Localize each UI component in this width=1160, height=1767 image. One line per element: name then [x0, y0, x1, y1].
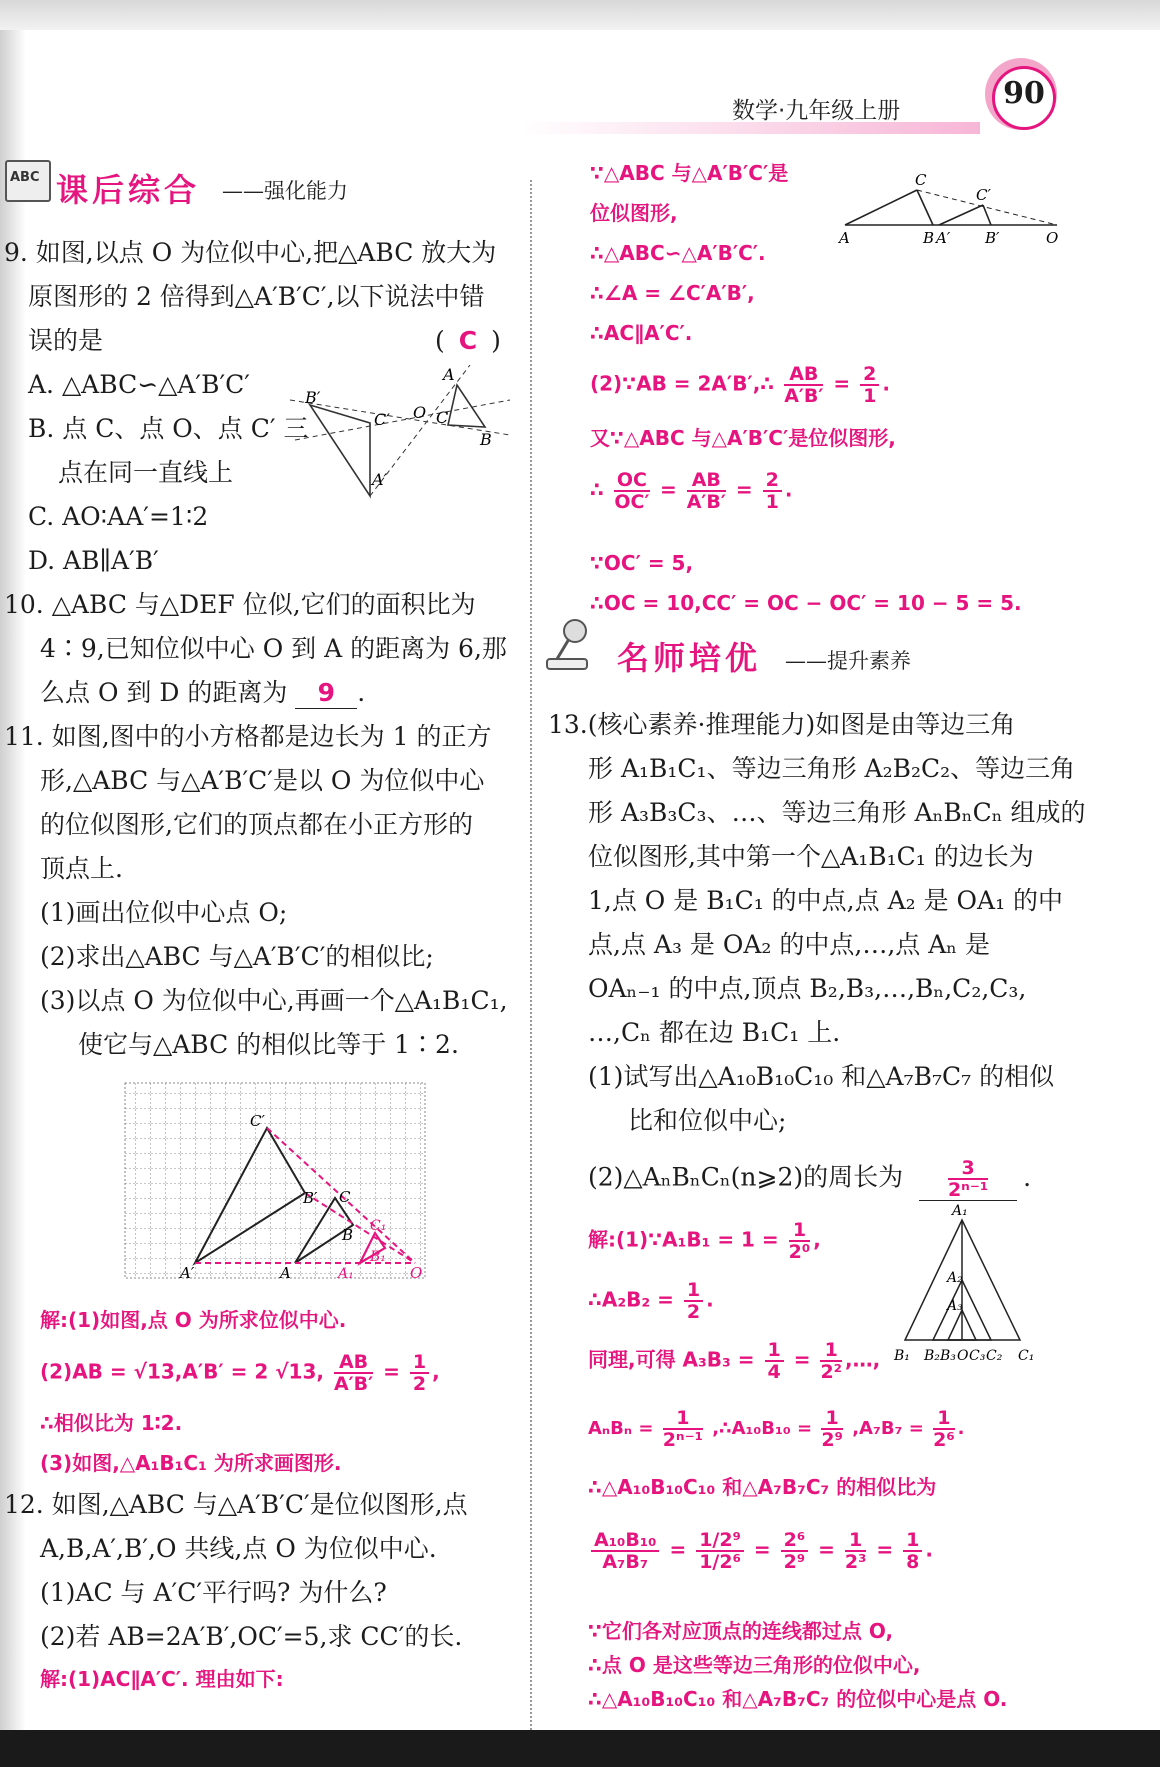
- q12-reason-1: ∵△ABC 与△A′B′C′是: [590, 161, 789, 185]
- q11-solution-4: (3)如图,△A₁B₁C₁ 为所求画图形.: [40, 1451, 342, 1475]
- q11-label-c: C: [339, 1188, 351, 1206]
- q12-reason-7: 又∵△ABC 与△A′B′C′是位似图形,: [590, 426, 896, 450]
- q13-solution-4: AₙBₙ = $\frac{1}{\text{2ⁿ⁻¹}}$ ,∴A₁₀B₁₀ = $\frac{1}{\text{2⁹}}$ ,A₇B₇ = $\frac{1}{\text{2⁶}}$ .: [588, 1407, 965, 1451]
- q12-label-c: C: [915, 171, 927, 189]
- section-banner-2: [545, 615, 945, 685]
- q9-label-c: C: [436, 408, 449, 427]
- column-divider: [530, 180, 532, 1730]
- q9-label-o: O: [413, 403, 427, 422]
- q11-label-b1: B₁: [370, 1249, 386, 1265]
- q13-line5: 1,点 O 是 B₁C₁ 的中点,点 A₂ 是 OA₁ 的中: [588, 886, 1064, 915]
- q11-label-a1: A₁: [338, 1266, 354, 1282]
- q13-line2: 形 A₁B₁C₁、等边三角形 A₂B₂C₂、等边三角: [588, 754, 1076, 783]
- section2-subtitle: ——提升素养: [785, 649, 911, 673]
- q12-label-b1: B′: [985, 229, 1000, 245]
- section2-title: 名师培优: [617, 639, 762, 677]
- q11-label-a1prime: A′: [180, 1264, 195, 1282]
- section1-title: 课后综合: [56, 171, 201, 209]
- q11-label-b1prime: B′: [303, 1189, 318, 1207]
- q12-line1: 12. 如图,△ABC 与△A′B′C′是位似图形,点: [4, 1490, 468, 1519]
- section-banner-1: [0, 155, 380, 215]
- q11-label-a: A: [280, 1264, 291, 1282]
- q12-line2: A,B,A′,B′,O 共线,点 O 为位似中心.: [40, 1534, 437, 1563]
- q13-answer-num: 3: [948, 1158, 988, 1180]
- q11-sub1: (1)画出位似中心点 O;: [40, 898, 288, 927]
- q10-line3: 么点 O 到 D 的距离为 9 .: [40, 678, 366, 707]
- q13-solution-8: ∴点 O 是这些等边三角形的位似中心,: [588, 1653, 921, 1677]
- q9-option-a: A. △ABC∽△A′B′C′: [28, 370, 250, 399]
- q9-label-a: A: [443, 365, 455, 384]
- q13-label-b3: B₃: [940, 1348, 956, 1364]
- q12-reason-5: ∴AC∥A′C′.: [590, 321, 693, 345]
- q11-label-o: O: [410, 1264, 423, 1282]
- q13-line3: 形 A₃B₃C₃、…、等边三角形 AₙBₙCₙ 组成的: [588, 798, 1086, 827]
- q9-triangle-small: [448, 385, 485, 427]
- q12-figure: [835, 155, 1065, 245]
- q12-reason-10: ∴OC = 10,CC′ = OC − OC′ = 10 − 5 = 5.: [590, 591, 1022, 615]
- q10-line1: 10. △ABC 与△DEF 位似,它们的面积比为: [4, 590, 476, 619]
- q11-solution-2: (2)AB = √13,A′B′ = 2 √13, $\frac{AB}{A'B'}$ = $\frac{1}{2}$ ,: [40, 1351, 440, 1395]
- q11-sub3a: (3)以点 O 为位似中心,再画一个△A₁B₁C₁,: [40, 986, 508, 1015]
- q12-reason-3: ∴△ABC∽△A′B′C′.: [590, 241, 766, 265]
- q13-line4: 位似图形,其中第一个△A₁B₁C₁ 的边长为: [588, 842, 1034, 871]
- q13-solution-2: ∴A₂B₂ = $\frac{1}{2}$ .: [588, 1279, 714, 1323]
- q11-sub3b: 使它与△ABC 的相似比等于 1∶2.: [78, 1030, 459, 1059]
- q12-side-ac: [845, 190, 917, 225]
- q13-line7: OAₙ₋₁ 的中点,顶点 B₂,B₃,…,Bₙ,C₂,C₃,: [588, 974, 1027, 1003]
- q11-sub2: (2)求出△ABC 与△A′B′C′的相似比;: [40, 942, 434, 971]
- q12-reason-6: (2)∵AB = 2A′B′,∴ $\frac{AB}{A'B'}$ = $\frac{2}{1}$ .: [590, 363, 890, 407]
- q9-label-b1: B′: [305, 388, 321, 407]
- q9-label-b: B: [480, 430, 492, 449]
- q11-label-c1: C₁: [370, 1218, 387, 1234]
- q13-solution-1: 解:(1)∵A₁B₁ = 1 = $\frac{1}{\text{2⁰}}$ ,: [588, 1219, 821, 1263]
- q11-line4: 顶点上.: [40, 854, 123, 883]
- q9-line3: 误的是: [28, 326, 104, 355]
- q12-reason-2: 位似图形,: [590, 201, 678, 225]
- q9-label-a1: A′: [372, 470, 388, 489]
- q10-line2: 4∶9,已知位似中心 O 到 A 的距离为 6,那: [40, 634, 507, 663]
- q12-label-a1: A′: [936, 229, 951, 245]
- q11-label-b: B: [342, 1226, 354, 1244]
- page-fold-shadow: [0, 30, 26, 1730]
- q13-label-a1: A₁: [952, 1203, 968, 1219]
- q13-line8: …,Cₙ 都在边 B₁C₁ 上.: [588, 1018, 841, 1047]
- q13-label-a3: A₃: [947, 1298, 963, 1314]
- q9-answer-bracket: ( C ): [435, 326, 501, 355]
- q9-line2: 原图形的 2 倍得到△A′B′C′,以下说法中错: [28, 282, 485, 311]
- q12-reason-9: ∵OC′ = 5,: [590, 551, 694, 575]
- q9-figure: [290, 365, 515, 520]
- q12-sub1: (1)AC 与 A′C′平行吗? 为什么?: [40, 1578, 387, 1607]
- q13-solution-7: ∵它们各对应顶点的连线都过点 O,: [588, 1619, 894, 1643]
- q9-option-c: C. AO∶AA′=1∶2: [28, 502, 209, 531]
- q12-label-o: O: [1046, 229, 1059, 245]
- q9-answer: C: [458, 326, 478, 355]
- textbook-page: [0, 30, 1160, 1730]
- q13-label-o: O: [957, 1348, 969, 1364]
- q12-reason-4: ∴∠A = ∠C′A′B′,: [590, 281, 755, 305]
- q9-option-d: D. AB∥A′B′: [28, 546, 159, 575]
- q13-figure: [890, 1200, 1065, 1370]
- q13-sub1b: 比和位似中心;: [628, 1106, 787, 1135]
- q11-grid-figure: [120, 1078, 430, 1288]
- q13-answer-den: 2ⁿ⁻¹: [947, 1179, 989, 1201]
- q11-solution-1: 解:(1)如图,点 O 为所求位似中心.: [40, 1308, 347, 1332]
- q13-line6: 点,点 A₃ 是 OA₂ 的中点,…,点 Aₙ 是: [588, 930, 991, 959]
- q11-solution-3: ∴相似比为 1∶2.: [40, 1411, 183, 1435]
- q13-label-c1: C₁: [1018, 1348, 1035, 1364]
- q10-answer: 9: [295, 678, 357, 709]
- page-number: 90: [1003, 76, 1045, 111]
- q13-solution-6: $\frac{\text{A₁₀B₁₀}}{\text{A₇B₇}}$ = $\frac{\text{1/2⁹}}{\text{1/2⁶}}$ = $\frac{\text{2⁶}}{\text{2⁹}}$ = $\frac{1}{\text{2³}}$ = $\frac{1}{8}$ .: [588, 1530, 933, 1572]
- q12-label-b: B: [923, 229, 935, 245]
- q9-option-b1: B. 点 C、点 O、点 C′ 三: [28, 414, 309, 443]
- viewer-top-edge: [0, 0, 1160, 30]
- q11-line2: 形,△ABC 与△A′B′C′是以 O 为位似中心: [40, 766, 485, 795]
- abc-icon: ABC: [5, 160, 51, 202]
- book-title: 数学·九年级上册: [732, 98, 901, 124]
- q13-solution-3: 同理,可得 A₃B₃ = $\frac{1}{4}$ = $\frac{1}{\text{2²}}$ ,…,: [588, 1339, 881, 1383]
- q9-label-c1: C′: [374, 410, 390, 429]
- q13-label-b2: B₂: [924, 1348, 940, 1364]
- q12-label-a: A: [839, 229, 850, 245]
- q12-reason-8: ∴ $\frac{OC}{OC'}$ = $\frac{AB}{A'B'}$ = $\frac{2}{1}$ .: [590, 469, 793, 513]
- q12-label-c1: C′: [976, 186, 991, 204]
- q12-solution-1: 解:(1)AC∥A′C′. 理由如下:: [40, 1667, 284, 1691]
- q13-solution-5: ∴△A₁₀B₁₀C₁₀ 和△A₇B₇C₇ 的相似比为: [588, 1475, 937, 1499]
- lamp-icon: [545, 615, 599, 675]
- q12-side-a1c1: [939, 205, 983, 225]
- section1-subtitle: ——强化能力: [222, 179, 348, 203]
- q13-sub1a: (1)试写出△A₁₀B₁₀C₁₀ 和△A₇B₇C₇ 的相似: [588, 1062, 1055, 1091]
- q13-label-a2: A₂: [947, 1270, 963, 1286]
- q12-side-cb: [917, 190, 933, 225]
- viewer-bottom-bar: [0, 1730, 1160, 1767]
- q12-sub2: (2)若 AB=2A′B′,OC′=5,求 CC′的长.: [40, 1622, 463, 1651]
- q13-label-b1: B₁: [894, 1348, 910, 1364]
- q13-sub2: (2)△AₙBₙCₙ(n⩾2)的周长为 $\frac{3}{\text{2ⁿ⁻¹}}$ .: [588, 1157, 1032, 1201]
- q11-line3: 的位似图形,它们的顶点都在小正方形的: [40, 810, 473, 839]
- q9-option-b2: 点在同一直线上: [58, 458, 234, 487]
- q13-solution-9: ∴△A₁₀B₁₀C₁₀ 和△A₇B₇C₇ 的位似中心是点 O.: [588, 1687, 1008, 1711]
- q9-line1: 9. 如图,以点 O 为位似中心,把△ABC 放大为: [4, 238, 497, 267]
- q11-label-c1prime: C′: [250, 1112, 265, 1130]
- q13-label-c3: C₃: [969, 1348, 986, 1364]
- q13-line1: 13.(核心素养·推理能力)如图是由等边三角: [548, 710, 1016, 739]
- q9-triangle-large: [310, 405, 370, 496]
- q13-label-c2: C₂: [986, 1348, 1003, 1364]
- q11-line1: 11. 如图,图中的小方格都是边长为 1 的正方: [4, 722, 492, 751]
